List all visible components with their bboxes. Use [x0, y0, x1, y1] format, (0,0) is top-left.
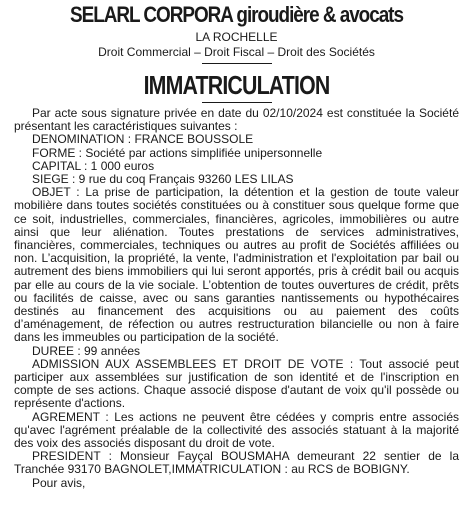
- notice-title: IMMATRICULATION: [143, 70, 330, 100]
- admission-paragraph: ADMISSION AUX ASSEMBLEES ET DROIT DE VOTE : Tout associé peut participer aux assemblées sur justification de son identité et de l'inscription en compte de ses actions. Chaque associé dispose d'autant de voix qu'il possède ou représente d'actions.: [14, 356, 459, 411]
- firm-name: SELARL CORPORA giroudière & avocats: [70, 2, 403, 27]
- forme-line: FORME : Société par actions simplifiée unipersonnelle: [32, 145, 323, 160]
- capital-line: CAPITAL : 1 000 euros: [32, 158, 155, 173]
- notice-body: [14, 107, 459, 490]
- firm-city: LA ROCHELLE: [195, 30, 278, 44]
- title-divider: [202, 102, 272, 103]
- practice-areas: Droit Commercial – Droit Fiscal – Droit des Sociétés: [98, 45, 375, 59]
- objet-paragraph: OBJET : La prise de participation, la détention et la gestion de toute valeur mobilière dans toutes sociétés constituées ou à constituer sous quelque forme que ce soit, industrielles, commerciales, financières, agricoles, immobilières ou autre ainsi que leur aliénation. Toutes prestations de services administratives, financières, commerciales, techniques ou autres au profit de Sociétés affiliées ou non. L’acquisition, la propriété, la vente, l'administration et l'exploitation par bail ou autrement des biens immobiliers qui lui seront apportés, pris à crédit bail ou acquis par elle au cours de la vie sociale. L’obtention de toutes ouvertures de crédit, prêts ou facilités de caisse, avec ou sans garanties nantissements ou hypothécaires destinés au financement des acquisitions ou au paiement des coûts d’aménagement, de réfection ou autres restructuration bilancielle ou non à faire dans les immeubles ou participation de la société.: [14, 185, 459, 345]
- duree-line: DUREE : 99 années: [32, 343, 141, 358]
- siege-line: SIEGE : 9 rue du coq Français 93260 LES LILAS: [32, 172, 294, 187]
- closing-line: Pour avis,: [32, 475, 86, 490]
- agrement-paragraph: AGREMENT : Les actions ne peuvent être cédées y compris entre associés qu'avec l'agrément préalable de la collectivité des associés statuant à la majorité des voix des associés disposant du droit de vote.: [14, 409, 459, 451]
- intro-paragraph: Par acte sous signature privée en date du 02/10/2024 est constituée la Société présentant les caractéristiques suivantes :: [14, 106, 459, 134]
- legal-notice: [14, 2, 459, 490]
- denomination-line: DENOMINATION : FRANCE BOUSSOLE: [32, 132, 254, 147]
- header-divider: [202, 63, 272, 64]
- president-paragraph: PRESIDENT : Monsieur Fayçal BOUSMAHA demeurant 22 sentier de la Tranchée 93170 BAGNOLET,IMMATRICULATION : au RCS de BOBIGNY.: [14, 449, 459, 477]
